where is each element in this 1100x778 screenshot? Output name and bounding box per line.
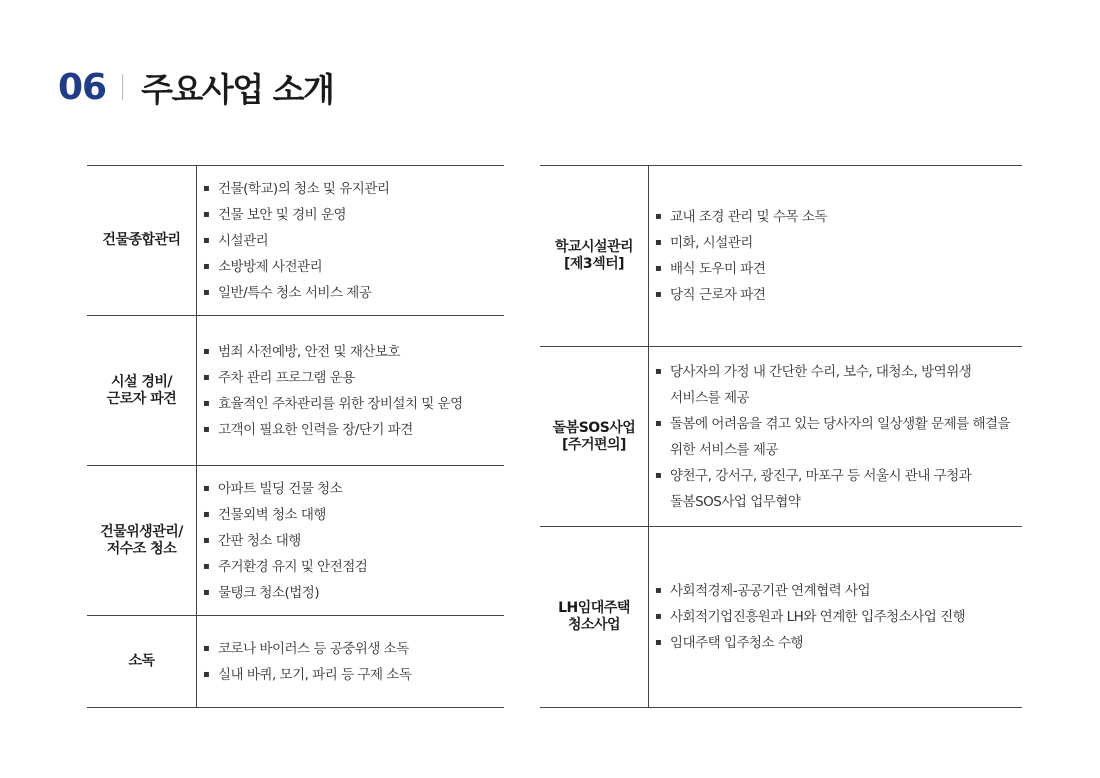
business-category: LH임대주택 청소사업 [540,527,649,707]
bullet-icon: ▪ [655,365,662,377]
business-item-list [197,616,504,707]
section-number: 06 [58,66,107,108]
business-item [655,256,1016,282]
business-item-text: 코로나 바이러스 등 공중위생 소독 [218,640,409,657]
business-item [203,502,498,528]
business-item-text: 주차 관리 프로그램 운용 [218,369,355,386]
business-item-text: 돌봄에 어려움을 겪고 있는 당사자의 일상생활 문제를 해결을 위한 서비스를 제공 [670,415,1011,458]
bullet-icon: ▪ [203,182,210,194]
bullet-icon: ▪ [203,371,210,383]
business-row [87,616,504,707]
business-item [203,365,498,391]
business-item-list [649,166,1022,346]
left-business-table [87,165,504,708]
business-item-text: 고객이 필요한 인력을 장/단기 파견 [218,421,413,438]
business-item [203,202,498,228]
section-title: 주요사업 소개 [141,69,334,109]
business-item [203,176,498,202]
business-item [203,554,498,580]
right-business-table [540,165,1022,708]
business-item-list [197,466,504,615]
business-item [203,391,498,417]
business-item-text: 시설관리 [218,232,269,249]
bullet-icon: ▪ [203,508,210,520]
business-row [540,166,1022,347]
business-item-text: 범죄 사전예방, 안전 및 재산보호 [218,343,400,360]
bullet-icon: ▪ [203,286,210,298]
business-item [655,282,1016,308]
business-item [655,230,1016,256]
business-item [203,580,498,606]
business-item-text: 물탱크 청소(법정) [218,584,320,601]
bullet-icon: ▪ [203,668,210,680]
section-header [58,64,333,110]
bullet-icon: ▪ [655,211,662,222]
business-item [203,476,498,502]
business-item-text: 실내 바퀴, 모기, 파리 등 구제 소독 [218,666,412,683]
business-item-list [197,166,504,315]
bullet-icon: ▪ [203,260,210,272]
bullet-icon: ▪ [203,345,210,357]
business-item-text: 당직 근로자 파견 [670,287,766,303]
business-item [203,417,498,443]
business-row [87,466,504,616]
business-item [203,662,498,688]
bullet-icon: ▪ [203,534,210,546]
business-item-list [649,347,1022,526]
business-item-text: 당사자의 가정 내 간단한 수리, 보수, 대청소, 방역위생 서비스를 제공 [670,363,972,406]
bullet-icon: ▪ [655,611,662,622]
business-item-list [197,316,504,465]
business-item-text: 임대주택 입주청소 수행 [670,635,803,651]
business-item-text: 효율적인 주차관리를 위한 장비설치 및 운영 [218,395,463,412]
business-item-text: 건물외벽 청소 대행 [218,506,326,523]
bullet-icon: ▪ [655,637,662,648]
business-item [203,228,498,254]
bullet-icon: ▪ [203,586,210,598]
bullet-icon: ▪ [203,397,210,409]
bullet-icon: ▪ [655,585,662,596]
business-row [87,316,504,466]
business-item-text: 소방방제 사전관리 [218,258,323,275]
bullet-icon: ▪ [203,560,210,572]
business-item [655,604,1016,630]
business-category: 소독 [87,616,197,707]
business-item [203,254,498,280]
business-category: 돌봄SOS사업 [주거편의] [540,347,649,526]
bullet-icon: ▪ [655,289,662,300]
business-item-text: 아파트 빌딩 건물 청소 [218,480,343,497]
bullet-icon: ▪ [655,237,662,248]
business-item [655,578,1016,604]
business-item [655,411,1016,463]
bullet-icon: ▪ [203,642,210,654]
business-category: 건물종합관리 [87,166,197,315]
business-item [655,463,1016,515]
business-category: 건물위생관리/ 저수조 청소 [87,466,197,615]
business-item-text: 사회적기업진흥원과 LH와 연계한 입주청소사업 진행 [670,609,966,625]
business-item [203,528,498,554]
business-item-text: 양천구, 강서구, 광진구, 마포구 등 서울시 관내 구청과 돌봄SOS사업 업무협약 [670,467,972,510]
business-item [203,339,498,365]
business-category: 학교시설관리 [제3섹터] [540,166,649,346]
business-item [655,204,1016,230]
business-item-text: 교내 조경 관리 및 수목 소독 [670,209,827,225]
business-item-list [649,527,1022,707]
bullet-icon: ▪ [203,482,210,494]
bullet-icon: ▪ [203,423,210,435]
business-item-text: 주거환경 유지 및 안전점검 [218,558,368,575]
business-item-text: 사회적경제-공공기관 연계협력 사업 [670,583,871,599]
bullet-icon: ▪ [655,417,662,429]
business-item-text: 배식 도우미 파견 [670,261,766,277]
business-item [655,630,1016,656]
bullet-icon: ▪ [203,208,210,220]
business-item [203,280,498,306]
business-item-text: 건물(학교)의 청소 및 유지관리 [218,180,390,197]
header-divider [122,74,123,100]
business-item [203,636,498,662]
business-row [540,527,1022,707]
business-item-text: 미화, 시설관리 [670,235,753,251]
business-item-text: 건물 보안 및 경비 운영 [218,206,347,223]
business-row [540,347,1022,527]
business-item-text: 간판 청소 대행 [218,532,301,549]
business-row [87,166,504,316]
business-item-text: 일반/특수 청소 서비스 제공 [218,284,372,301]
business-category: 시설 경비/ 근로자 파견 [87,316,197,465]
bullet-icon: ▪ [655,469,662,481]
business-item [655,359,1016,411]
bullet-icon: ▪ [203,234,210,246]
bullet-icon: ▪ [655,263,662,274]
